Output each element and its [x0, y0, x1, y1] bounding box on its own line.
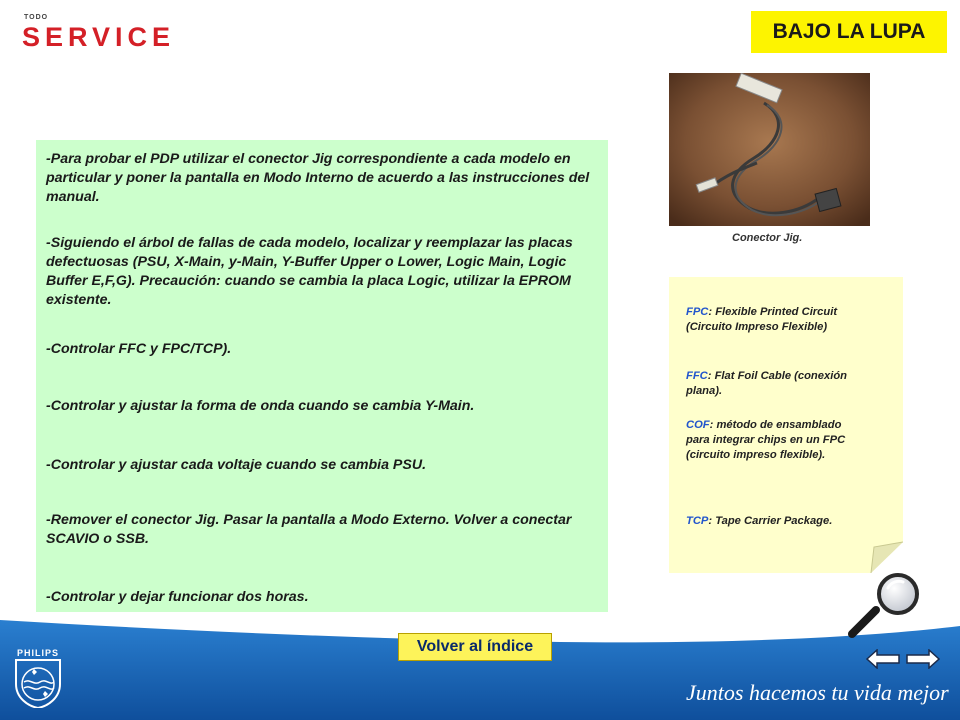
glossary-abbr: TCP [686, 515, 709, 527]
philips-brand-text: PHILIPS [16, 648, 59, 658]
glossary-abbr: FFC [686, 370, 708, 382]
next-arrow-icon[interactable] [906, 649, 940, 669]
service-logo [22, 12, 182, 52]
instructions-box [36, 140, 608, 612]
glossary-abbr: FPC [686, 306, 709, 318]
glossary-abbr: COF [686, 419, 710, 431]
connector-photo [669, 73, 870, 226]
magnifier-icon [848, 572, 940, 638]
glossary-item [686, 369, 876, 399]
photo-caption: Conector Jig. [732, 232, 803, 244]
glossary-definition: : Flexible Printed Circuit (Circuito Impreso Flexible) [686, 306, 838, 333]
footer-slogan: Juntos hacemos tu vida mejor [686, 680, 949, 705]
instruction-paragraph: -Controlar y dejar funcionar dos horas. [46, 589, 309, 605]
glossary-definition: : Flat Foil Cable (conexión plana). [686, 370, 847, 397]
glossary-definition: : método de ensamblado para integrar chips en un FPC (circuito impreso flexible). [686, 419, 846, 461]
logo-main-text: SERVICE [22, 22, 176, 52]
glossary-item [686, 514, 876, 529]
instruction-paragraph: -Para probar el PDP utilizar el conector Jig correspondiente a cada modelo en particular y poner la pantalla en Modo Interno de acuerdo a las instrucciones del manual. [46, 151, 590, 205]
instruction-paragraph: -Controlar FFC y FPC/TCP). [46, 341, 232, 357]
glossary-note [669, 277, 903, 573]
philips-logo [12, 648, 64, 708]
back-to-index-button[interactable]: Volver al índice [398, 633, 552, 661]
glossary-definition: : Tape Carrier Package. [708, 515, 833, 527]
instruction-paragraph: -Controlar y ajustar la forma de onda cuando se cambia Y-Main. [46, 398, 475, 414]
glossary-item [686, 305, 876, 335]
previous-arrow-icon[interactable] [866, 649, 900, 669]
instruction-paragraph: -Remover el conector Jig. Pasar la pantalla a Modo Externo. Volver a conectar SCAVIO o SSB. [46, 512, 572, 547]
section-badge: BAJO LA LUPA [751, 11, 947, 53]
instruction-paragraph: -Controlar y ajustar cada voltaje cuando se cambia PSU. [46, 457, 427, 473]
logo-small-text: TODO [24, 14, 49, 21]
glossary-item [686, 418, 856, 463]
instruction-paragraph: -Siguiendo el árbol de fallas de cada modelo, localizar y reemplazar las placas defectuosas (PSU, X-Main, y-Main, Y-Buffer Upper o Lower, Logic Main, Logic Buffer E,F,G). Precaución: cuando se cambia la placa Logic, utilizar la EPROM existente. [46, 235, 573, 308]
